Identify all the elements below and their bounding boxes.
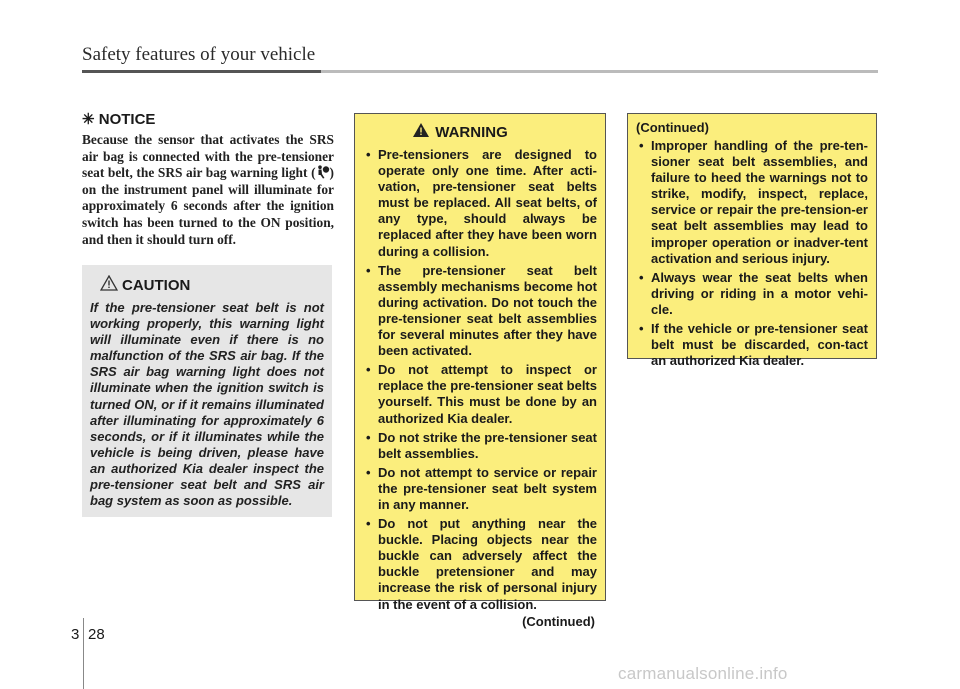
notice-body bbox=[82, 132, 334, 248]
warning-item: • Do not attempt to inspect or replace the pre-tensioner seat belts yourself. This must be done by an authorized Kia dealer. bbox=[363, 362, 597, 426]
warning-continued-label: (Continued) bbox=[522, 613, 595, 629]
warning-item: • The pre-tensioner seat belt assembly mechanisms become hot during activation. Do not touch the pre-tensioner seat belt assemblies for several minutes after they have been activated. bbox=[363, 263, 597, 360]
continued-item: • Improper handling of the pre-ten-sioner seat belt assemblies, and failure to heed the warnings not to strike, modify, inspect, replace, service or repair the pre-tension-er seat belt assemblies may lead to improper operation or inadver-tent activation and serious injury. bbox=[636, 138, 868, 267]
watermark: carmanualsonline.info bbox=[618, 664, 788, 683]
warning-title: WARNING bbox=[435, 124, 508, 141]
caution-header bbox=[100, 275, 324, 296]
continued-label: (Continued) bbox=[636, 120, 709, 135]
continued-item: • If the vehicle or pre-tensioner seat belt must be discarded, con-tact an authorized Kia dealer. bbox=[636, 321, 868, 369]
caution-title: CAUTION bbox=[122, 277, 191, 294]
warning-continued-box bbox=[627, 113, 877, 369]
warning-item: • Pre-tensioners are designed to operate only one time. After acti-vation, pre-tensioner seat belts must be replaced. All seat belts, of any type, should always be replaced after they have been worn during a collision. bbox=[363, 147, 597, 260]
footer-divider bbox=[83, 618, 84, 689]
header-rule bbox=[82, 70, 878, 73]
page-number: 28 bbox=[88, 626, 105, 643]
warning-triangle-icon bbox=[412, 122, 430, 143]
continued-item: • Always wear the seat belts when driving or riding in a motor vehi-cle. bbox=[636, 270, 868, 318]
continued-list bbox=[636, 138, 868, 369]
airbag-warning-icon bbox=[316, 165, 330, 179]
notice-heading: ✳ NOTICE bbox=[82, 111, 156, 128]
notice-body-part-2: ) on the instrument panel will illuminate for approximately 6 seconds after the ignition switch has been turned to the ON position, and then it should turn off. bbox=[82, 165, 334, 247]
warning-list bbox=[363, 147, 597, 613]
page-header-title: Safety features of your vehicle bbox=[82, 44, 316, 65]
warning-box bbox=[354, 113, 606, 629]
caution-text: If the pre-tensioner seat belt is not working properly, this warning light will illuminate even if there is no malfunction of the SRS air bag. If the SRS air bag warning light does not illuminate when the ignition switch is turned ON, or if it remains illuminated after illuminating for approximately 6 seconds, or if it illuminates while the vehicle is being driven, please have an authorized Kia dealer inspect the pre-tensioner seat belt and SRS air bag system as soon as possible. bbox=[90, 300, 324, 509]
warning-header bbox=[323, 122, 597, 143]
caution-triangle-icon bbox=[100, 275, 118, 296]
warning-item: • Do not put anything near the buckle. Placing objects near the buckle can adversely affect the buckle pretensioner and may increase the risk of personal injury in the event of a collision. bbox=[363, 516, 597, 613]
notice-body-part-1: Because the sensor that activates the SRS air bag is connected with the pre-tensioner seat belt, the SRS air bag warning light ( bbox=[82, 132, 334, 181]
caution-box bbox=[82, 265, 332, 517]
warning-item: • Do not strike the pre-tensioner seat belt assemblies. bbox=[363, 430, 597, 462]
section-number: 3 bbox=[71, 626, 80, 643]
warning-item: • Do not attempt to service or repair the pre-tensioner seat belt system in any manner. bbox=[363, 465, 597, 513]
